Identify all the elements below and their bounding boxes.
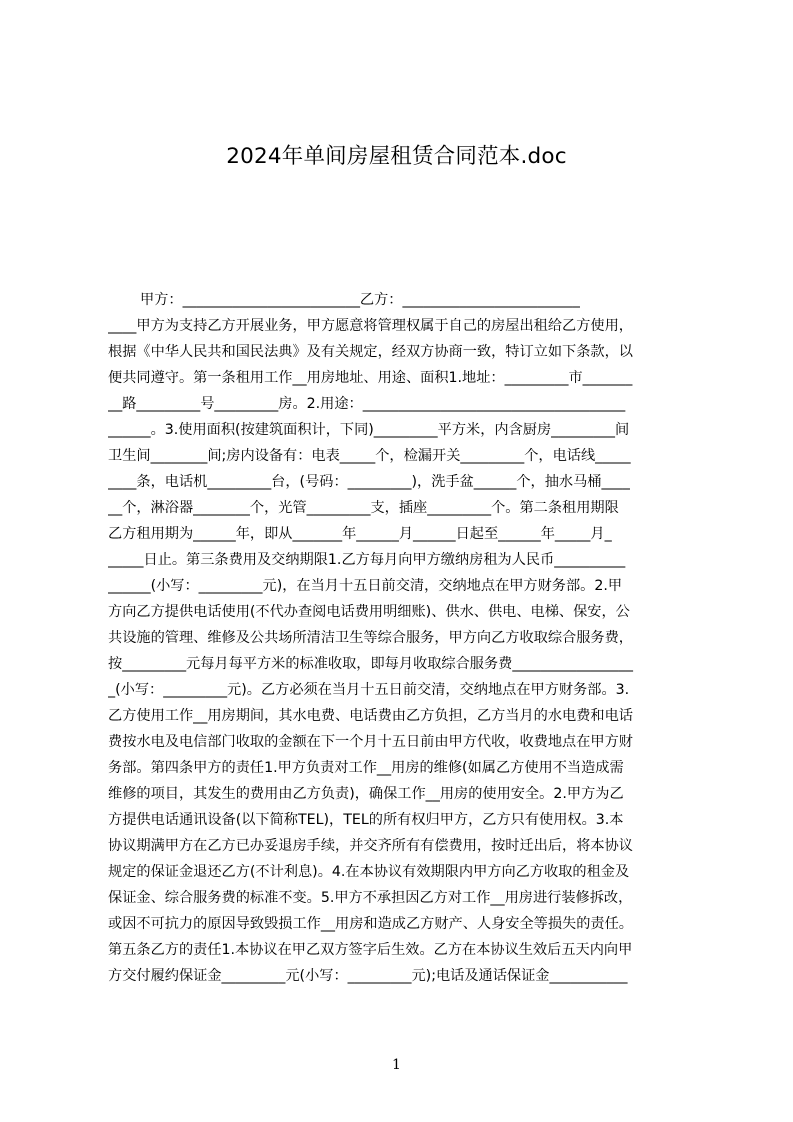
body-line: 维修的项目，其发生的费用由乙方负责)，确保工作__用房的使用安全。2.甲方为乙 bbox=[108, 786, 624, 802]
body-line: 共设施的管理、维修及公共场所清洁卫生等综合服务，甲方向乙方收取综合服务费， bbox=[108, 630, 633, 646]
body-line: 或因不可抗力的原因导致毁损工作__用房和造成乙方财产、人身安全等损失的责任。 bbox=[108, 916, 633, 932]
body-line: 务部。第四条甲方的责任1.甲方负责对工作__用房的维修(如属乙方使用不当造成需 bbox=[108, 760, 624, 776]
body-line: 卫生间________间;房内设备有：电表_____个，检漏开关_________个，电话线_____ bbox=[108, 448, 631, 464]
body-line: _(小写：_________元)。乙方必须在当月十五日前交清，交纳地点在甲方财务部。3. bbox=[108, 682, 630, 698]
body-line: 乙方使用工作__用房期间，其水电费、电话费由乙方负担，乙方当月的水电费和电话 bbox=[108, 708, 633, 724]
body-line: 规定的保证金退还乙方(不计利息)。4.在本协议有效期限内甲方向乙方收取的租金及 bbox=[108, 864, 630, 880]
body-line: 根据《中华人民共和国民法典》及有关规定，经双方协商一致，特订立如下条款，以 bbox=[108, 344, 633, 360]
body-line: 便共同遵守。第一条租用工作__用房地址、用途、面积1.地址：_________市_______ bbox=[108, 370, 633, 386]
body-line: 甲方：_________________________乙方：_________________________ bbox=[140, 292, 580, 308]
document-body bbox=[108, 287, 698, 1019]
body-line: 方交付履约保证金_________元(小写：_________元);电话及通话保证金___________ bbox=[108, 968, 628, 984]
body-line: 方提供电话通讯设备(以下简称TEL)，TEL的所有权归甲方，乙方只有使用权。3.本 bbox=[108, 812, 624, 828]
body-line: 按_________元每月每平方米的标准收取，即每月收取综合服务费_________________ bbox=[108, 656, 633, 672]
body-line: 第五条乙方的责任1.本协议在甲乙双方签字后生效。乙方在本协议生效后五天内向甲 bbox=[108, 942, 633, 958]
body-line: 协议期满甲方在乙方已办妥退房手续，并交齐所有有偿费用，按时迁出后，将本协议 bbox=[108, 838, 633, 854]
body-line: ______(小写：_________元)，在当月十五日前交清，交纳地点在甲方财务部。2.甲 bbox=[108, 578, 623, 594]
body-line: __路_________号_________房。2.用途：_____________________________________ bbox=[108, 396, 626, 412]
body-line: ____条，电话机_________台，(号码：_________)，洗手盆______个，抽水马桶____ bbox=[108, 474, 630, 490]
body-line: 乙方租用期为______年，即从_______年______月______日起至______年_____月_ bbox=[108, 526, 612, 542]
page-number: 1 bbox=[392, 1057, 401, 1073]
body-line: ____甲方为支持乙方开展业务，甲方愿意将管理权属于自己的房屋出租给乙方使用， bbox=[108, 318, 633, 334]
document-title: 2024年单间房屋租赁合同范本.doc bbox=[226, 144, 567, 169]
body-line: __个，淋浴器________个，光管_________支，插座_________个。第二条租用期限 bbox=[108, 500, 619, 516]
body-line: 费按水电及电信部门收取的金额在下一个月十五日前由甲方代收，收费地点在甲方财 bbox=[108, 734, 633, 750]
body-line: 方向乙方提供电话使用(不代办查阅电话费用明细账)、供水、供电、电梯、保安，公 bbox=[108, 604, 630, 620]
body-line: 保证金、综合服务费的标准不变。5.甲方不承担因乙方对工作__用房进行装修拆改， bbox=[108, 890, 633, 906]
body-line: ______。3.使用面积(按建筑面积计，下同)_________平方米，内含厨房_________间 bbox=[108, 422, 630, 438]
body-line: _____日止。第三条费用及交纳期限1.乙方每月向甲方缴纳房租为人民币__________ bbox=[108, 552, 626, 568]
